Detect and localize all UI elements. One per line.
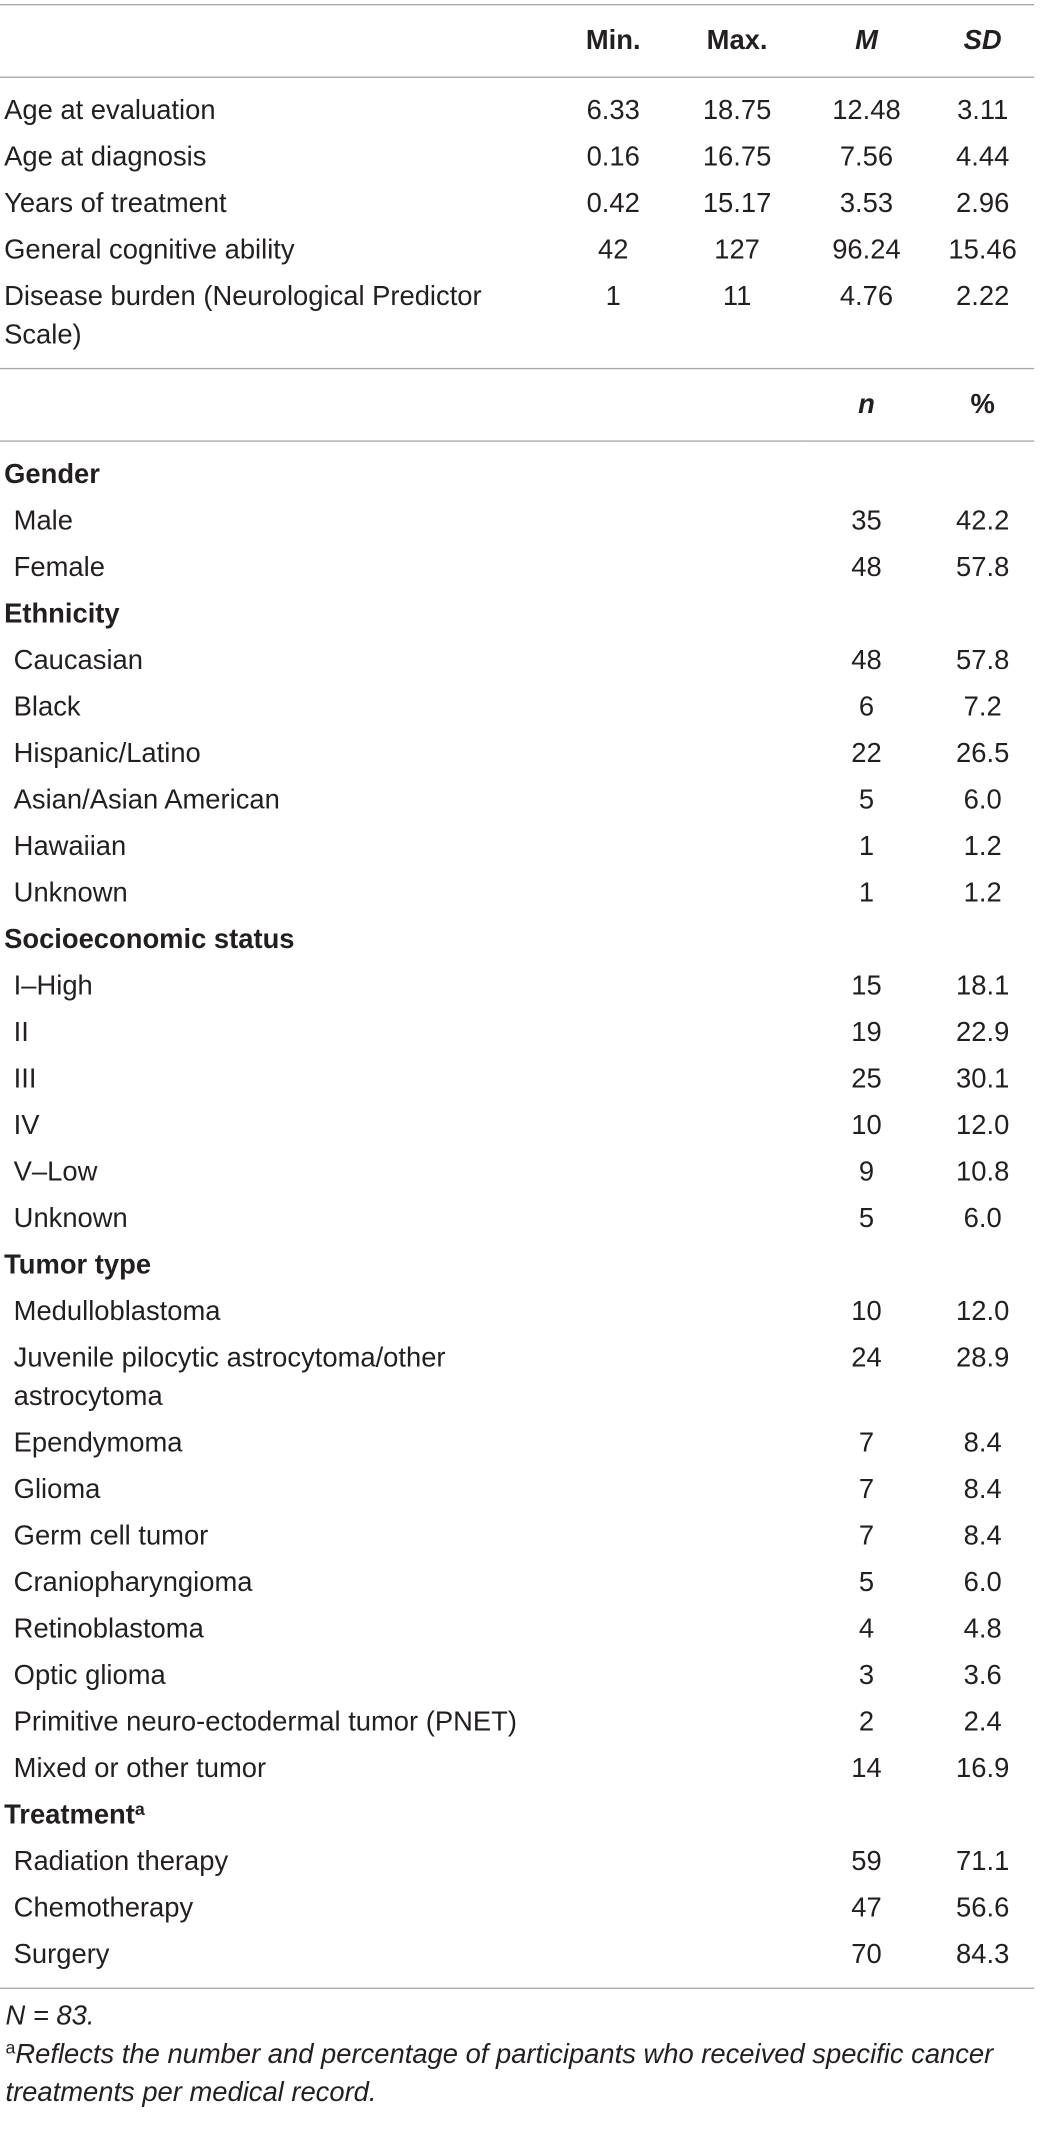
empty-cell <box>554 1420 672 1467</box>
column-header-4: SD <box>931 5 1034 78</box>
category-n: 25 <box>851 1064 882 1095</box>
section-title-text: Tumor type <box>4 1250 152 1281</box>
category-n: 6 <box>858 692 875 723</box>
row-value: 12.48 <box>832 95 901 126</box>
category-n: 48 <box>851 552 882 583</box>
empty-cell <box>672 777 801 824</box>
row-label: Age at diagnosis <box>4 142 207 173</box>
category-pct: 10.8 <box>956 1157 1010 1188</box>
category-row <box>0 1513 1034 1560</box>
empty-cell <box>931 1242 1034 1289</box>
empty-cell <box>554 498 672 545</box>
empty-cell <box>554 1745 672 1792</box>
empty-cell <box>672 544 801 591</box>
column-header-3: M <box>802 5 931 78</box>
empty-cell <box>672 730 801 777</box>
empty-cell <box>931 916 1034 963</box>
empty-cell <box>672 1420 801 1467</box>
continuous-row <box>0 77 1034 134</box>
footnote-a <box>5 2035 1039 2112</box>
category-row <box>0 1559 1034 1606</box>
continuous-row <box>0 134 1034 181</box>
empty-cell <box>672 1559 801 1606</box>
empty-cell <box>554 916 672 963</box>
category-label: Radiation therapy <box>13 1846 229 1877</box>
category-label: Male <box>13 506 73 537</box>
category-label: Craniopharyngioma <box>13 1567 253 1598</box>
category-row <box>0 1838 1034 1885</box>
row-value: 96.24 <box>832 235 901 266</box>
category-row <box>0 1606 1034 1653</box>
category-pct: 2.4 <box>963 1707 1002 1738</box>
column-header-n: n <box>802 369 931 442</box>
empty-cell <box>672 1466 801 1513</box>
category-n: 4 <box>858 1614 875 1645</box>
row-value: 16.75 <box>702 142 772 173</box>
category-label: Surgery <box>0 1932 554 1989</box>
category-row <box>0 1335 1034 1420</box>
category-n: 5 <box>858 785 875 816</box>
footnote-n: N = 83. <box>5 2001 95 2032</box>
header-blank <box>554 369 672 442</box>
category-pct: 16.9 <box>956 1753 1010 1784</box>
empty-cell <box>554 1242 672 1289</box>
empty-cell <box>672 1289 801 1336</box>
category-n: 9 <box>858 1157 875 1188</box>
category-pct: 6.0 <box>963 785 1002 816</box>
row-label: General cognitive ability <box>4 235 295 266</box>
empty-cell <box>672 823 801 870</box>
section-title-text: Socioeconomic status <box>4 924 295 955</box>
empty-cell <box>672 1513 801 1560</box>
category-n: 48 <box>851 645 882 676</box>
category-row <box>0 777 1034 824</box>
category-label: I–High <box>13 971 93 1002</box>
row-value: 11 <box>672 273 801 368</box>
row-value: 7.56 <box>839 142 894 173</box>
category-label: Hispanic/Latino <box>13 738 201 769</box>
empty-cell <box>672 1056 801 1103</box>
row-value: 15.46 <box>948 235 1017 266</box>
empty-cell <box>672 1103 801 1150</box>
empty-cell <box>554 777 672 824</box>
empty-cell <box>802 591 931 638</box>
empty-cell <box>554 1196 672 1243</box>
category-label: Retinoblastoma <box>13 1614 204 1645</box>
category-pct: 30.1 <box>956 1064 1010 1095</box>
category-pct: 4.8 <box>963 1614 1002 1645</box>
category-label: Female <box>13 552 105 583</box>
empty-cell <box>554 1056 672 1103</box>
category-label: III <box>13 1064 37 1095</box>
category-pct: 18.1 <box>956 971 1010 1002</box>
demographics-table <box>0 4 1034 1989</box>
empty-cell <box>672 1745 801 1792</box>
empty-cell <box>554 1699 672 1746</box>
category-label: Glioma <box>13 1474 101 1505</box>
category-label: Ependymoma <box>13 1428 183 1459</box>
category-label: Unknown <box>13 1203 128 1234</box>
category-row <box>0 1103 1034 1150</box>
continuous-row <box>0 180 1034 227</box>
row-label: Disease burden (Neurological Predictor Scale) <box>0 273 554 368</box>
category-row <box>0 1289 1034 1336</box>
category-pct: 1.2 <box>963 878 1002 909</box>
category-row <box>0 823 1034 870</box>
section-title <box>0 1792 554 1839</box>
row-value: 4.44 <box>956 142 1010 173</box>
category-pct: 8.4 <box>963 1428 1002 1459</box>
empty-cell <box>672 1838 801 1885</box>
category-label: Germ cell tumor <box>13 1521 209 1552</box>
empty-cell <box>672 1652 801 1699</box>
category-pct: 3.6 <box>963 1660 1002 1691</box>
empty-cell <box>554 1606 672 1653</box>
row-value: 6.33 <box>586 95 640 126</box>
empty-cell <box>554 1149 672 1196</box>
category-row <box>0 1745 1034 1792</box>
demographics-table-container <box>0 4 1041 2112</box>
section-title <box>0 591 554 638</box>
section-title <box>0 916 554 963</box>
row-label: Years of treatment <box>4 188 227 219</box>
category-label: Black <box>13 692 81 723</box>
empty-cell <box>931 441 1034 498</box>
empty-cell <box>554 1652 672 1699</box>
category-n: 14 <box>851 1753 882 1784</box>
section-title-text: Treatment <box>4 1800 135 1831</box>
empty-cell <box>554 684 672 731</box>
category-row <box>0 544 1034 591</box>
category-label: Primitive neuro-ectodermal tumor (PNET) <box>13 1707 517 1738</box>
empty-cell <box>554 730 672 777</box>
category-pct: 28.9 <box>956 1343 1010 1374</box>
empty-cell <box>672 1196 801 1243</box>
empty-cell <box>672 1932 801 1989</box>
category-n: 3 <box>858 1660 875 1691</box>
section-title <box>0 441 554 498</box>
category-pct: 8.4 <box>963 1474 1002 1505</box>
continuous-row <box>0 227 1034 274</box>
category-n: 5 <box>858 1203 875 1234</box>
empty-cell <box>554 544 672 591</box>
empty-cell <box>672 684 801 731</box>
empty-cell <box>802 441 931 498</box>
empty-cell <box>554 1932 672 1989</box>
row-value: 127 <box>714 235 760 266</box>
continuous-header-row <box>0 5 1034 78</box>
category-row <box>0 684 1034 731</box>
categorical-header-row <box>0 369 1034 442</box>
row-value: 2.96 <box>956 188 1010 219</box>
category-n: 15 <box>851 971 882 1002</box>
row-value: 1 <box>554 273 672 368</box>
empty-cell <box>672 870 801 917</box>
row-value: 2.22 <box>931 273 1034 368</box>
table-footnotes <box>0 1997 1040 2112</box>
empty-cell <box>554 963 672 1010</box>
category-n: 1 <box>858 878 875 909</box>
category-n: 1 <box>858 831 875 862</box>
empty-cell <box>554 1289 672 1336</box>
column-header-1: Min. <box>554 5 672 78</box>
category-label: Hawaiian <box>13 831 127 862</box>
empty-cell <box>554 1103 672 1150</box>
footnote-a-text: Reflects the number and percentage of participants who received specific cancer treatments per medical record. <box>5 2039 994 2108</box>
continuous-row <box>0 273 1034 368</box>
empty-cell <box>672 1335 801 1420</box>
empty-cell <box>802 1242 931 1289</box>
category-label: Mixed or other tumor <box>13 1753 267 1784</box>
category-row <box>0 1149 1034 1196</box>
empty-cell <box>554 1792 672 1839</box>
category-row <box>0 1196 1034 1243</box>
category-pct: 22.9 <box>956 1017 1010 1048</box>
empty-cell <box>554 637 672 684</box>
category-row <box>0 1699 1034 1746</box>
empty-cell <box>672 1699 801 1746</box>
category-pct: 26.5 <box>956 738 1010 769</box>
category-n: 59 <box>851 1846 882 1877</box>
empty-cell <box>672 1606 801 1653</box>
empty-cell <box>554 1335 672 1420</box>
row-value: 0.16 <box>586 142 640 173</box>
category-label: Optic glioma <box>13 1660 166 1691</box>
empty-cell <box>554 1513 672 1560</box>
category-row <box>0 730 1034 777</box>
category-n: 24 <box>851 1343 882 1374</box>
category-row <box>0 1932 1034 1989</box>
category-label: Medulloblastoma <box>13 1296 221 1327</box>
category-n: 22 <box>851 738 882 769</box>
section-header-row <box>0 1792 1034 1839</box>
empty-cell <box>554 870 672 917</box>
category-pct: 6.0 <box>963 1203 1002 1234</box>
empty-cell <box>931 1792 1034 1839</box>
category-n: 19 <box>851 1017 882 1048</box>
row-label: Age at evaluation <box>4 95 216 126</box>
empty-cell <box>672 498 801 545</box>
empty-cell <box>554 823 672 870</box>
header-blank <box>0 369 554 442</box>
empty-cell <box>672 637 801 684</box>
category-pct: 12.0 <box>956 1296 1010 1327</box>
empty-cell <box>554 1009 672 1056</box>
category-label: Chemotherapy <box>13 1893 194 1924</box>
row-value: 4.76 <box>802 273 931 368</box>
category-row <box>0 1056 1034 1103</box>
category-label: Juvenile pilocytic astrocytoma/other astrocytoma <box>13 1343 446 1412</box>
category-pct: 84.3 <box>931 1932 1034 1989</box>
empty-cell <box>672 1149 801 1196</box>
category-label: Unknown <box>13 878 128 909</box>
category-pct: 56.6 <box>956 1893 1010 1924</box>
section-header-row <box>0 1242 1034 1289</box>
empty-cell <box>802 916 931 963</box>
empty-cell <box>554 1559 672 1606</box>
category-pct: 12.0 <box>956 1110 1010 1141</box>
empty-cell <box>554 441 672 498</box>
row-value: 18.75 <box>702 95 772 126</box>
category-label: Caucasian <box>13 645 143 676</box>
category-pct: 57.8 <box>956 552 1010 583</box>
row-value: 0.42 <box>586 188 640 219</box>
category-n: 7 <box>858 1428 875 1459</box>
empty-cell <box>554 1466 672 1513</box>
category-pct: 6.0 <box>963 1567 1002 1598</box>
category-row <box>0 1009 1034 1056</box>
category-row <box>0 1466 1034 1513</box>
category-label: V–Low <box>13 1157 98 1188</box>
category-n: 10 <box>851 1296 882 1327</box>
section-title-footnote-marker: a <box>134 1798 145 1820</box>
category-row <box>0 1420 1034 1467</box>
category-n: 5 <box>858 1567 875 1598</box>
header-blank <box>672 369 801 442</box>
category-pct: 8.4 <box>963 1521 1002 1552</box>
category-row <box>0 1885 1034 1932</box>
section-header-row <box>0 916 1034 963</box>
section-title <box>0 1242 554 1289</box>
category-row <box>0 637 1034 684</box>
category-n: 7 <box>858 1521 875 1552</box>
empty-cell <box>672 1885 801 1932</box>
category-n: 70 <box>802 1932 931 1989</box>
category-row <box>0 870 1034 917</box>
empty-cell <box>672 1792 801 1839</box>
empty-cell <box>554 1838 672 1885</box>
category-row <box>0 963 1034 1010</box>
column-header-pct: % <box>931 369 1034 442</box>
empty-cell <box>672 441 801 498</box>
category-n: 2 <box>858 1707 875 1738</box>
empty-cell <box>554 1885 672 1932</box>
category-label: II <box>13 1017 29 1048</box>
category-n: 10 <box>851 1110 882 1141</box>
section-title-text: Ethnicity <box>4 599 120 630</box>
category-row <box>0 1652 1034 1699</box>
category-pct: 57.8 <box>956 645 1010 676</box>
empty-cell <box>672 1009 801 1056</box>
column-header-2: Max. <box>672 5 801 78</box>
section-header-row <box>0 441 1034 498</box>
category-row <box>0 498 1034 545</box>
footnote-a-marker: a <box>5 2036 16 2058</box>
category-n: 7 <box>858 1474 875 1505</box>
section-header-row <box>0 591 1034 638</box>
empty-cell <box>931 591 1034 638</box>
empty-cell <box>802 1792 931 1839</box>
category-pct: 7.2 <box>963 692 1002 723</box>
row-value: 42 <box>598 235 629 266</box>
section-title-text: Gender <box>4 459 100 490</box>
row-value: 3.53 <box>839 188 894 219</box>
category-label: Asian/Asian American <box>13 785 280 816</box>
category-pct: 42.2 <box>956 506 1010 537</box>
empty-cell <box>672 1242 801 1289</box>
category-pct: 1.2 <box>963 831 1002 862</box>
row-value: 3.11 <box>957 95 1009 126</box>
empty-cell <box>672 591 801 638</box>
category-n: 35 <box>851 506 882 537</box>
empty-cell <box>672 916 801 963</box>
category-pct: 71.1 <box>956 1846 1010 1877</box>
empty-cell <box>554 591 672 638</box>
category-n: 47 <box>851 1893 882 1924</box>
header-blank <box>0 5 554 78</box>
row-value: 15.17 <box>702 188 772 219</box>
category-label: IV <box>13 1110 40 1141</box>
empty-cell <box>672 963 801 1010</box>
